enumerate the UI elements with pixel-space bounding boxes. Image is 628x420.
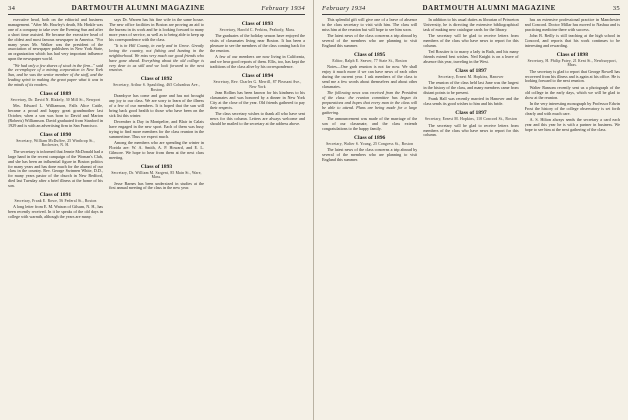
paragraph: The secretary is glad to report that George Rowell has recovered from his illness and is again at his office. He is looking forward to the next reunion. <box>524 68 620 84</box>
column-1 <box>8 18 103 420</box>
paragraph: This splendid gift will give one of a leave of absence to the class secretary to visit with him. The class will miss him at the reunion but will hope to see him soon. <box>322 18 418 32</box>
paragraph: A few of our members are now living in California, and we hear good reports of them. Ellis, too, has kept the traditions of the class alive by his correspondence. <box>210 54 305 70</box>
class-heading: Class of 1889 <box>39 91 72 98</box>
class-heading: Class of 1892 <box>140 76 173 83</box>
secretary-line: Secretary, Frank E. Rowe, 56 Federal St., Boston <box>14 199 97 204</box>
magazine-title: DARTMOUTH ALUMNI MAGAZINE <box>71 4 205 12</box>
issue-date: February 1934 <box>261 5 305 12</box>
secretary-line: Editor, Ralph E. Seaver, 77 State St., Boston <box>332 58 407 63</box>
class-heading: Class of 1895 <box>353 51 386 58</box>
paragraph: The latest news of the class concerns a trip abroad by several of the members who are planning to visit England this summer. <box>322 33 418 48</box>
magazine-title: DARTMOUTH ALUMNI MAGAZINE <box>422 4 556 12</box>
paragraph: A long letter from E. M. Watson of Gilsum, N. H., has been recently received. In it he speaks of the old days in college with warmth, although the years are many. <box>8 204 103 220</box>
secretary-line: Secretary, Ernest M. Hopkins, 110 Concord St., Boston <box>424 117 518 122</box>
paragraph: Notes—One garb reunion is not far now. We shall enjoy it much more if we can have news of each other during the current year. I ask members of the class to send me a few words about themselves and about other classmates. <box>322 64 418 89</box>
secretary-line: Secretary, Dr. William M. Sargent, 85 Main St., Ware, Mass. <box>111 170 202 180</box>
paragraph: The announcement was made of the marriage of the son of our classmate, and the class extends congratulations to the happy family. <box>322 116 418 131</box>
class-heading: Class of 1897 <box>455 110 487 117</box>
paragraph: Frank Hall was recently married in Hanover and the class sends its good wishes to him and his bride. <box>423 96 519 107</box>
paragraph: December is Day in Montpelier, and Blair in Calais have engaged in the new sport. Each of them was busy trying to find more members for the class reunion in the summertime. Thus we expect much. <box>109 119 204 139</box>
running-head <box>8 4 305 15</box>
page-number: 34 <box>8 5 16 12</box>
class-heading: Class of 1891 <box>39 192 72 199</box>
paragraph: Drambyce has come and gone and has not brought any joy to our class. We are sorry to learn of the illness of a few of our members. It is hoped that the sun will bring back good health to those who have been on the sick list this winter. <box>109 93 204 118</box>
paragraph: executive head, both on the editorial and business management. "After Mr. Hawley's death, Mr. Hinkle was one of a company to take over the Evening Sun and after a short time assisted. He became the executive head of the oldest and most famous newspaper in America. "For many years Mr. Walker was the president of the association of newspaper publishers in New York State, an organization which has had very important influence upon the newspaper world. <box>8 18 103 62</box>
paragraph: has an extensive professional practice in Manchester and Concord. Doctor Millar has moved to Nashua and is practicing medicine there with success. <box>524 18 620 32</box>
paragraph: The class secretary wishes to thank all who have sent news for this column. Letters are always welcome and should be mailed to the secretary at the address above. <box>210 110 305 126</box>
secretary-line: Secretary, Ernest M. Hopkins, Hanover <box>438 74 504 79</box>
paragraph: The following news was received from the President of the class: the reunion committee has begun its preparations and hopes that every man in the class will be able to attend. Plans are being made for a large gathering. <box>322 90 418 115</box>
paragraph: says Dr. Warren has his fine wife in the same house. The new office facilities in Boston are proving an aid to the bureau in its work and he is looking forward to many more years of service, as well as to being able to keep up his correspondence with the class. <box>109 18 204 42</box>
secretary-line: Secretary, Rev. Charles G. Merrill, 87 Pleasant Ave., New York <box>213 80 302 89</box>
secretary-line: Secretary, Arthur S. Spaulding, 465 Columbus Ave., Boston <box>113 83 200 92</box>
running-head <box>322 4 620 15</box>
paragraph: The secretary will be glad to receive letters from members of the class who have news to report for this column. <box>423 122 519 138</box>
paragraph: Jean Rollins has been known for his kindness to his classmates and was honored by a dinner in New York City at the close of the year. Old friends gathered to pay their respects. <box>210 89 305 110</box>
paragraph: Mrs. Edward L. Williamson, Falls Alice Cattle, became a proud and happy great grandmother last October, when a son was born to David and Marion (Roberts) Williamson. David graduated from Stanford in 1929 and is with an advertising firm in San Francisco. <box>8 103 103 129</box>
paragraph: The reunion of the class held last June was the largest in the history of the class, and many members came from distant points to be present. <box>423 80 519 96</box>
paragraph: The latest news of the class concerns a trip abroad by several of the members who are planning to visit England this summer. <box>322 147 418 163</box>
paragraph: A. S. Hilton always sends the secretary a card each year and this year he is with a partner in business. We hope to see him at the next gathering of the class. <box>524 116 620 132</box>
secretary-line: Secretary, William McDuffee, 25 Winthrop St., Rochester, N. H. <box>16 139 95 148</box>
secretary-line: Secretary, Harold C. Perkins, Peabody, Mass. <box>219 28 296 32</box>
issue-date: February 1934 <box>322 5 366 12</box>
paragraph: "It is in Hill County, in early and in Grove. Greatly loving the country, not fishing and hunting in the neighborhood. We miss very much our good friends who have gone ahead. Everything about the old college is very dear to us still and we look forward to the next reunion. <box>109 42 204 73</box>
paragraph: The graduates of the holiday season have enjoyed the visits of classmates living near Boston. It has been a pleasure to see the members of the class coming back for the reunion. <box>210 33 305 54</box>
class-heading: Class of 1893 <box>241 21 274 27</box>
paragraph: John B. Reilly is still teaching at the high school in Concord, and reports that his work continues to be interesting and rewarding. <box>524 33 620 48</box>
class-heading: Class of 1896 <box>353 134 386 141</box>
class-heading: Class of 1898 <box>556 51 589 58</box>
secretary-line: Secretary, Dr. David N. Blakely, 30 Mill St., Newport <box>10 98 101 103</box>
column-3 <box>525 18 620 420</box>
paragraph: In addition to his usual duties as librarian of Princeton University, he is directing the extensive bibliographical task of making new catalogue cards for the library. <box>423 18 519 32</box>
paragraph: The secretary is informed that Jennie McDonald had a large hand in the recent campaign of the Woman's Club, and she has been an influential figure in Boston politics for many years and has done much for the alumni of our class in the country. Rev. George Swinnen White, D.D., for many years pastor of the church in New Bedford, died last Tuesday after a brief illness at the home of his son. <box>8 148 103 189</box>
page-number: 35 <box>612 5 620 12</box>
column-2 <box>109 18 204 420</box>
secretary-line: Secretary, H. Philip Patey, 21 Kent St., Newburyport, Mass. <box>527 58 617 68</box>
paragraph: Among the members who are spending the winter in Florida are: W. A. Smith, A. P. Howard, and E. L. Gilmore. We hope to hear from them at the next class meeting. <box>109 140 204 160</box>
column-2 <box>423 18 518 420</box>
right-page <box>314 0 628 420</box>
class-heading: Class of 1894 <box>241 73 274 80</box>
paragraph: Jesse Barnes has been undersized in studies at the first annual meeting of the class in the new year. <box>109 180 204 191</box>
class-heading: Class of 1893 <box>140 163 173 170</box>
class-heading: Class of 1897 <box>455 67 487 74</box>
column-1 <box>322 18 417 420</box>
class-heading: Class of 1890 <box>39 132 72 139</box>
paragraph: Ted Rossiter is to marry a lady in Bath, and his many friends extend best wishes. Ned Knight is on a leave of absence this year, traveling in the West. <box>423 49 519 65</box>
paragraph: The secretary will be glad to receive letters from members of the class who have news to report for this column. <box>423 33 519 48</box>
text-columns <box>322 18 620 420</box>
paragraph: "We had only a few shares of stock in the firm..." said the ex-employee of a mining corporation in New York Sun, and he was the senior member of the staff, and the leading spirit in making the great paper what it was in the minds of its readers. <box>8 62 103 88</box>
paragraph: Walter Ransom recently sent us a photograph of the old college in the early days, which we will be glad to show at the reunion. <box>524 84 620 100</box>
text-columns <box>8 18 305 420</box>
secretary-line: Secretary, Walter S. Young, 25 Congress St., Boston <box>326 141 414 146</box>
column-3 <box>210 18 305 420</box>
paragraph: In the very interesting monograph by Professor Edwin Frost the history of the college observatory is set forth clearly and with much care. <box>524 100 620 116</box>
